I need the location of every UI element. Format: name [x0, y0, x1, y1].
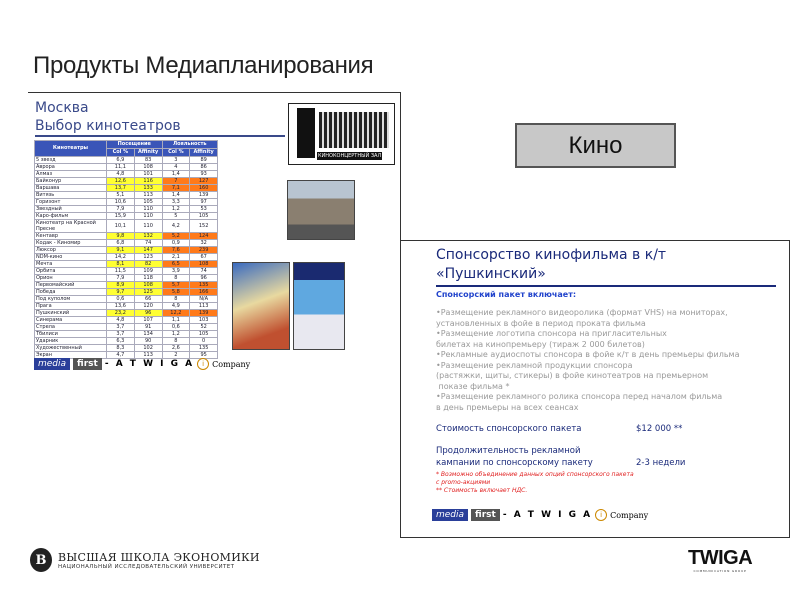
- col-affinity: Affinity: [134, 149, 162, 157]
- table-cell: 139: [190, 310, 218, 317]
- table-cell: 9,7: [107, 289, 135, 296]
- table-cell: 139: [190, 192, 218, 199]
- movie-poster-2: [293, 262, 345, 350]
- table-cell: 134: [134, 331, 162, 338]
- table-cell: 166: [190, 289, 218, 296]
- table-cell: 1,4: [162, 171, 190, 178]
- package-subtitle: Спонсорский пакет включает:: [436, 290, 577, 299]
- col-group-attendance: Посещение: [107, 141, 163, 149]
- cost-value: $12 000 **: [636, 424, 683, 434]
- table-cell: 8,9: [107, 282, 135, 289]
- table-row: [35, 171, 218, 178]
- table-cell: 96: [134, 310, 162, 317]
- table-cell: 66: [134, 296, 162, 303]
- table-cell: 8: [162, 296, 190, 303]
- cinema-name: Каро-фильм: [35, 213, 107, 220]
- table-cell: 107: [134, 317, 162, 324]
- table-cell: 8,1: [107, 261, 135, 268]
- table-cell: 67: [190, 254, 218, 261]
- table-cell: 101: [134, 171, 162, 178]
- hse-subtitle: НАЦИОНАЛЬНЫЙ ИССЛЕДОВАТЕЛЬСКИЙ УНИВЕРСИТЕТ: [58, 563, 235, 570]
- table-cell: 152: [190, 220, 218, 233]
- table-row: [35, 338, 218, 345]
- duration-value: 2-3 недели: [636, 458, 686, 468]
- table-cell: 7,1: [162, 185, 190, 192]
- table-cell: 11,1: [107, 164, 135, 171]
- cinema-name: Под куполом: [35, 296, 107, 303]
- cost-label: Стоимость спонсорского пакета: [436, 424, 582, 434]
- sponsorship-title: [436, 246, 736, 284]
- table-cell: 90: [134, 338, 162, 345]
- pushkinsky-logo-text: КИНОКОНЦЕРТНЫЙ ЗАЛ: [318, 153, 382, 159]
- table-row: [35, 317, 218, 324]
- table-cell: 110: [134, 206, 162, 213]
- atwiga-text: - A T W I G A: [104, 359, 195, 369]
- table-cell: 105: [134, 199, 162, 206]
- table-cell: 82: [134, 261, 162, 268]
- table-cell: 1,2: [162, 206, 190, 213]
- table-cell: 83: [134, 157, 162, 164]
- table-row: [35, 324, 218, 331]
- table-cell: 113: [134, 192, 162, 199]
- table-cell: 133: [134, 185, 162, 192]
- left-panel-heading: [35, 99, 181, 135]
- table-cell: 9,8: [107, 233, 135, 240]
- table-cell: 135: [190, 345, 218, 352]
- table-row: [35, 240, 218, 247]
- cinema-name: Кодак - Киномир: [35, 240, 107, 247]
- sponsorship-title-text: Спонсорство кинофильма в к/т «Пушкинский»: [436, 247, 667, 282]
- table-cell: 118: [134, 275, 162, 282]
- cinema-selection-label: Выбор кинотеатров: [35, 118, 181, 134]
- table-cell: 3,3: [162, 199, 190, 206]
- media-first-logo-right: [432, 509, 648, 521]
- table-cell: 113: [190, 303, 218, 310]
- table-cell: 74: [134, 240, 162, 247]
- table-cell: 1,4: [162, 192, 190, 199]
- cinema-name: Кентавр: [35, 233, 107, 240]
- table-row: [35, 213, 218, 220]
- footnotes: [436, 471, 634, 495]
- table-cell: 239: [190, 247, 218, 254]
- cinema-table: [34, 140, 218, 359]
- table-cell: 7,9: [107, 206, 135, 213]
- cinema-name: Аврора: [35, 164, 107, 171]
- table-cell: 8: [162, 275, 190, 282]
- table-cell: 14,2: [107, 254, 135, 261]
- hse-logo: [30, 548, 260, 572]
- table-cell: 103: [190, 317, 218, 324]
- table-cell: 110: [134, 213, 162, 220]
- table-cell: 102: [134, 345, 162, 352]
- table-cell: 12,2: [162, 310, 190, 317]
- table-cell: 109: [134, 268, 162, 275]
- table-row: [35, 164, 218, 171]
- cinema-name: Орион: [35, 275, 107, 282]
- table-cell: N/A: [190, 296, 218, 303]
- table-cell: 6,5: [162, 261, 190, 268]
- cinema-name: Стрела: [35, 324, 107, 331]
- media-logo-text: media: [34, 358, 70, 370]
- table-cell: 108: [190, 261, 218, 268]
- table-row: [35, 268, 218, 275]
- table-row: [35, 289, 218, 296]
- table-cell: 6,8: [107, 240, 135, 247]
- table-cell: 4,7: [107, 352, 135, 359]
- table-cell: 3,9: [162, 268, 190, 275]
- cinema-name: Звездный: [35, 206, 107, 213]
- twiga-logo: [688, 547, 752, 573]
- hse-name: ВЫСШАЯ ШКОЛА ЭКОНОМИКИ: [58, 550, 260, 564]
- table-cell: 108: [134, 282, 162, 289]
- table-cell: 0,6: [162, 324, 190, 331]
- table-cell: 0: [190, 338, 218, 345]
- table-row: [35, 275, 218, 282]
- table-cell: 3,7: [107, 324, 135, 331]
- table-cell: 2: [162, 352, 190, 359]
- table-cell: 1,1: [162, 317, 190, 324]
- cinema-name: Байконур: [35, 178, 107, 185]
- company-text: Company: [212, 359, 251, 369]
- table-row: [35, 178, 218, 185]
- table-cell: 10,1: [107, 220, 135, 233]
- twiga-circle-icon: i: [197, 358, 209, 370]
- table-cell: 147: [134, 247, 162, 254]
- table-cell: 108: [134, 164, 162, 171]
- page-title: Продукты Медиапланирования: [33, 52, 374, 79]
- table-cell: 0,6: [107, 296, 135, 303]
- cinema-name: Алмаз: [35, 171, 107, 178]
- table-cell: 4,9: [162, 303, 190, 310]
- table-cell: 8: [162, 338, 190, 345]
- table-cell: 97: [190, 199, 218, 206]
- footnote-2: ** Стоимость включает НДС.: [436, 487, 528, 494]
- movie-poster-1: [232, 262, 290, 350]
- table-cell: 105: [190, 331, 218, 338]
- table-cell: 2,1: [162, 254, 190, 261]
- cinema-name: Люксор: [35, 247, 107, 254]
- cinema-name: Горизонт: [35, 199, 107, 206]
- kino-button[interactable]: Кино: [515, 123, 676, 168]
- cinema-building-photo: [287, 180, 355, 240]
- footnote-1: * Возможно объединение данных опций спонсорского пакета: [436, 471, 634, 478]
- table-row: [35, 310, 218, 317]
- hse-emblem-icon: В: [30, 548, 52, 572]
- table-row: [35, 345, 218, 352]
- table-cell: 11,5: [107, 268, 135, 275]
- table-cell: 0,9: [162, 240, 190, 247]
- table-row: [35, 331, 218, 338]
- table-cell: 74: [190, 268, 218, 275]
- heading-underline: [35, 135, 285, 137]
- table-cell: 124: [190, 233, 218, 240]
- table-cell: 9,1: [107, 247, 135, 254]
- cinema-name: Экран: [35, 352, 107, 359]
- twiga-logo-subtitle: COMMUNICATION GROUP: [693, 569, 747, 573]
- table-cell: 105: [190, 213, 218, 220]
- table-cell: 96: [190, 275, 218, 282]
- cinema-name: Пушкинский: [35, 310, 107, 317]
- cinema-name: Витязь: [35, 192, 107, 199]
- cinema-name: Первомайский: [35, 282, 107, 289]
- duration-label-1: Продолжительность рекламной: [436, 446, 581, 456]
- table-cell: 93: [190, 171, 218, 178]
- col-affinity: Affinity: [190, 149, 218, 157]
- table-cell: 5,8: [162, 289, 190, 296]
- table-cell: 7: [162, 178, 190, 185]
- cinema-name: Мечта: [35, 261, 107, 268]
- table-cell: 116: [134, 178, 162, 185]
- table-cell: 95: [190, 352, 218, 359]
- twiga-circle-icon: i: [595, 509, 607, 521]
- table-cell: 113: [134, 352, 162, 359]
- twiga-logo-text: TWIGA: [688, 547, 753, 569]
- cinema-name: Кинотеатр на Красной Пресне: [35, 220, 107, 233]
- table-cell: 120: [134, 303, 162, 310]
- cinema-name: 5 звезд: [35, 157, 107, 164]
- table-cell: 125: [134, 289, 162, 296]
- table-cell: 12,6: [107, 178, 135, 185]
- table-cell: 4,2: [162, 220, 190, 233]
- table-cell: 7,9: [107, 275, 135, 282]
- table-cell: 5: [162, 213, 190, 220]
- cinema-name: Художественный: [35, 345, 107, 352]
- table-row: [35, 303, 218, 310]
- footnote-1-cont: с promo-акциями: [436, 479, 491, 486]
- media-first-logo: [34, 358, 250, 370]
- table-cell: 135: [190, 282, 218, 289]
- city-label: Москва: [35, 100, 89, 116]
- duration-label-2: кампании по спонсорскому пакету: [436, 458, 593, 468]
- table-row: [35, 192, 218, 199]
- cinema-name: Орбита: [35, 268, 107, 275]
- table-row: [35, 157, 218, 164]
- cinema-name: Победа: [35, 289, 107, 296]
- table-cell: 4,8: [107, 171, 135, 178]
- title-underline: [436, 285, 776, 287]
- table-row: [35, 247, 218, 254]
- table-cell: 1,2: [162, 331, 190, 338]
- table-cell: 3: [162, 157, 190, 164]
- cinema-name: Ударник: [35, 338, 107, 345]
- col-col-pct: Col %: [107, 149, 135, 157]
- table-cell: 127: [190, 178, 218, 185]
- table-cell: 53: [190, 206, 218, 213]
- table-row: [35, 233, 218, 240]
- table-cell: 13,7: [107, 185, 135, 192]
- atwiga-text: - A T W I G A: [502, 510, 593, 520]
- cinema-name: NDM-кино: [35, 254, 107, 261]
- table-cell: 5,2: [162, 233, 190, 240]
- table-cell: 32: [190, 240, 218, 247]
- table-cell: 86: [190, 164, 218, 171]
- table-cell: 6,9: [107, 157, 135, 164]
- first-logo-text: first: [73, 358, 102, 370]
- col-group-loyalty: Лояльность: [162, 141, 218, 149]
- table-row: [35, 254, 218, 261]
- col-cinemas: Кинотеатры: [35, 141, 107, 157]
- first-logo-text: first: [471, 509, 500, 521]
- media-logo-text: media: [432, 509, 468, 521]
- table-cell: 110: [134, 220, 162, 233]
- table-cell: 5,7: [162, 282, 190, 289]
- table-row: [35, 199, 218, 206]
- table-row: [35, 220, 218, 233]
- table-cell: 13,6: [107, 303, 135, 310]
- company-text: Company: [610, 510, 649, 520]
- package-items: •Размещение рекламного видеоролика (формат VHS) на мониторах, установленных в фойе в период проката фильма •Размещение логотипа спонсора на пригласительных билетах на кинопремьеру (тираж 2 000 билетов) •Рекламные аудиоспоты спонсора в фойе к/т в день премьеры фильма •Размещение рекламной продукции спонсора (растяжки, щиты, стикеры) в фойе кинотеатров на премьерном показе фильма * •Размещение рекламного ролика спонсора перед началом фильма в день премьеры на всех сеансах: [436, 308, 740, 412]
- table-row: [35, 206, 218, 213]
- col-col-pct: Col %: [162, 149, 190, 157]
- table-cell: 4: [162, 164, 190, 171]
- table-cell: 160: [190, 185, 218, 192]
- table-cell: 123: [134, 254, 162, 261]
- table-cell: 2,6: [162, 345, 190, 352]
- cinema-name: Варшава: [35, 185, 107, 192]
- table-row: [35, 282, 218, 289]
- table-row: [35, 261, 218, 268]
- cinema-name: Синерама: [35, 317, 107, 324]
- table-cell: 132: [134, 233, 162, 240]
- table-cell: 3,7: [107, 331, 135, 338]
- table-cell: 8,3: [107, 345, 135, 352]
- cinema-name: Прага: [35, 303, 107, 310]
- cinema-name: Тбилиси: [35, 331, 107, 338]
- table-row: [35, 185, 218, 192]
- table-cell: 23,2: [107, 310, 135, 317]
- table-cell: 4,8: [107, 317, 135, 324]
- table-cell: 10,6: [107, 199, 135, 206]
- table-cell: 15,9: [107, 213, 135, 220]
- table-cell: 7,6: [162, 247, 190, 254]
- table-cell: 91: [134, 324, 162, 331]
- table-cell: 5,1: [107, 192, 135, 199]
- table-cell: 6,3: [107, 338, 135, 345]
- pushkinsky-logo-image: [288, 103, 395, 165]
- table-cell: 52: [190, 324, 218, 331]
- table-row: [35, 296, 218, 303]
- table-cell: 89: [190, 157, 218, 164]
